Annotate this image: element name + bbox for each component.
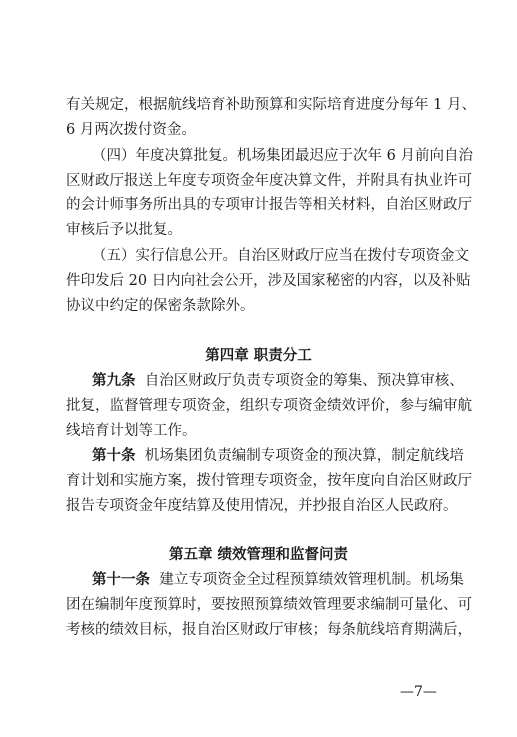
article-line <box>92 570 464 590</box>
chapter-heading: 第五章 绩效管理和监督问责 <box>168 547 349 563</box>
text-line: 审核后予以批复。 <box>66 222 182 238</box>
article-line <box>92 446 464 466</box>
text-line: （四）年度决算批复。机场集团最迟应于次年 6 月前向自治 <box>92 148 473 164</box>
article-label: 第十一条 <box>92 572 150 588</box>
text-line: 的会计师事务所出具的专项审计报告等相关材料，自治区财政厅 <box>66 197 472 213</box>
article-text: 机场集团负责编制专项资金的预决算，制定航线培 <box>144 448 464 464</box>
page-number: —7— <box>400 684 437 700</box>
text-line: 报告专项资金年度结算及使用情况，并抄报自治区人民政府。 <box>66 498 458 514</box>
text-line: 件印发后 20 日内向社会公开，涉及国家秘密的内容，以及补贴 <box>66 273 471 289</box>
article-text: 自治区财政厅负责专项资金的筹集、预决算审核、 <box>144 373 464 389</box>
text-line: 批复，监督管理专项资金，组织专项资金绩效评价，参与编审航 <box>66 398 472 414</box>
text-line: （五）实行信息公开。自治区财政厅应当在拨付专项资金文 <box>92 248 469 264</box>
text-line: 区财政厅报送上年度专项资金年度决算文件，并附具有执业许可 <box>66 173 472 189</box>
text-line: 考核的绩效目标，报自治区财政厅审核；每条航线培育期满后， <box>66 622 472 638</box>
article-label: 第九条 <box>92 373 136 389</box>
text-line: 线培育计划等工作。 <box>66 423 197 439</box>
text-line: 协议中约定的保密条款除外。 <box>66 298 255 314</box>
text-line: 团在编制年度预算时，要按照预算绩效管理要求编制可量化、可 <box>66 597 472 613</box>
article-label: 第十条 <box>92 448 136 464</box>
article-text: 建立专项资金全过程预算绩效管理机制。机场集 <box>159 572 464 588</box>
chapter-heading: 第四章 职责分工 <box>205 348 312 364</box>
text-line: 有关规定，根据航线培育补助预算和实际培育进度分每年 1 月、 <box>66 97 476 113</box>
text-line: 6 月两次拨付资金。 <box>66 122 196 138</box>
article-line <box>92 371 464 391</box>
text-line: 育计划和实施方案，拨付管理专项资金，按年度向自治区财政厅 <box>66 473 472 489</box>
